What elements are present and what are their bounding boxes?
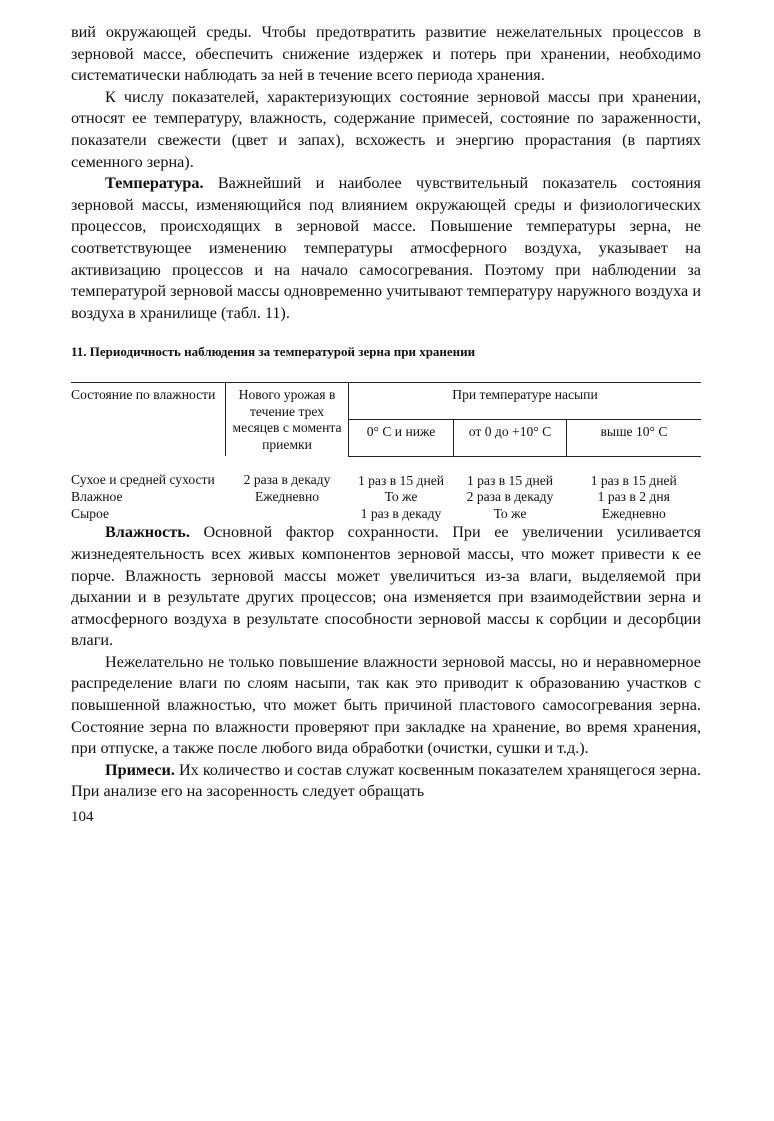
text-temperature: Важнейший и наиболее чувствительный показатель состояния зерновой массы, изменяющийся под влиянием окружающей среды и физиологических процессов, происходящих в зерновой массе. Повышение температуры зерна, не соответствующее изменению температуры атмосферного воздуха, указывает на активизацию процессов и на начало самосогревания. Поэтому при наблюдении за температурой зерновой массы одновременно учитывают температуру наружного воздуха и воздуха в хранилище (табл. 11). xyxy=(71,174,701,322)
cell-temp-below-zero: 1 раз в 15 дней xyxy=(357,472,445,488)
table-row xyxy=(71,456,701,489)
table-row xyxy=(71,489,701,506)
table-row xyxy=(71,506,701,523)
cell-state: Сухое и средней сухости xyxy=(71,472,215,488)
cell-temp-below-zero: 1 раз в декаду xyxy=(360,505,442,521)
paragraph-indicators: К числу показателей, характеризующих состояние зерновой массы при хранении, относят ее температуру, влажность, содержание примесей, состояние по зараженности, показатели свежести (цвет и запах), всхожесть и энергию прорастания (в партиях семенного зерна). xyxy=(71,87,701,171)
header-temp-above-ten: выше 10° С xyxy=(567,420,702,457)
cell-temp-above-ten: 1 раз в 2 дня xyxy=(597,489,670,505)
header-state: Состояние по влажности xyxy=(71,383,226,457)
paragraph-intro: вий окружающей среды. Чтобы предотвратить развитие нежелательных процессов в зерновой массе, обеспечить снижение издержек и потерь при хранении, необходимо систематически наблюдать за ней в течение всего периода хранения. xyxy=(71,23,701,85)
cell-new-harvest xyxy=(226,506,349,523)
page xyxy=(71,22,701,826)
cell-temp-zero-to-ten: 1 раз в 15 дней xyxy=(466,472,554,488)
paragraph-impurities xyxy=(71,760,701,803)
cell-temp-zero-to-ten: 2 раза в декаду xyxy=(466,489,554,505)
header-new-harvest: Нового урожая в течение трех месяцев с момента приемки xyxy=(226,383,349,457)
paragraph-moisture xyxy=(71,522,701,652)
page-number: 104 xyxy=(71,809,94,826)
header-temp-below-zero: 0° С и ниже xyxy=(349,420,454,457)
observation-table xyxy=(71,382,701,522)
cell-temp-above-ten: 1 раз в 15 дней xyxy=(590,472,677,488)
cell-state: Сырое xyxy=(71,505,109,521)
heading-moisture: Влажность. xyxy=(105,523,190,542)
header-temp-group: При температуре насыпи xyxy=(349,383,702,420)
heading-impurities: Примеси. xyxy=(105,760,175,779)
cell-new-harvest: Ежедневно xyxy=(254,489,320,505)
heading-temperature: Температура. xyxy=(105,174,204,193)
table-title: 11. Периодичность наблюдения за температурой зерна при хранении xyxy=(71,344,476,360)
header-temp-zero-to-ten: от 0 до +10° С xyxy=(454,420,567,457)
cell-temp-above-ten: Ежедневно xyxy=(601,505,666,521)
text-impurities: Их количество и состав служат косвенным показателем хранящегося зерна. При анализе его на засоренность следует обращать xyxy=(71,760,701,801)
cell-temp-below-zero: То же xyxy=(384,489,418,505)
cell-state: Влажное xyxy=(71,489,123,505)
cell-new-harvest: 2 раза в декаду xyxy=(243,472,331,488)
paragraph-temperature xyxy=(71,173,701,324)
cell-temp-zero-to-ten: То же xyxy=(493,505,527,521)
text-moisture: Основной фактор сохранности. При ее увеличении усиливается жизнедеятельность всех живых компонентов зерновой массы, что может привести к ее порче. Влажность зерновой массы может увеличиться из-за влаги, выделяемой при дыхании и в результате других процессов; она изменяется при взаимодействии зерна и атмосферного воздуха в результате способности зерновой массы к сорбции и десорбции влаги. xyxy=(71,523,701,650)
paragraph-moisture-distribution: Нежелательно не только повышение влажности зерновой массы, но и неравномерное распределение влаги по слоям насыпи, так как это приводит к образованию участков с повышенной влажностью, что может быть причиной пластового самосогревания зерна. Состояние зерна по влажности проверяют при закладке на хранение, во время хранения, при отпуске, а также после любого вида обработки (очистки, сушки и т.д.). xyxy=(71,652,701,758)
